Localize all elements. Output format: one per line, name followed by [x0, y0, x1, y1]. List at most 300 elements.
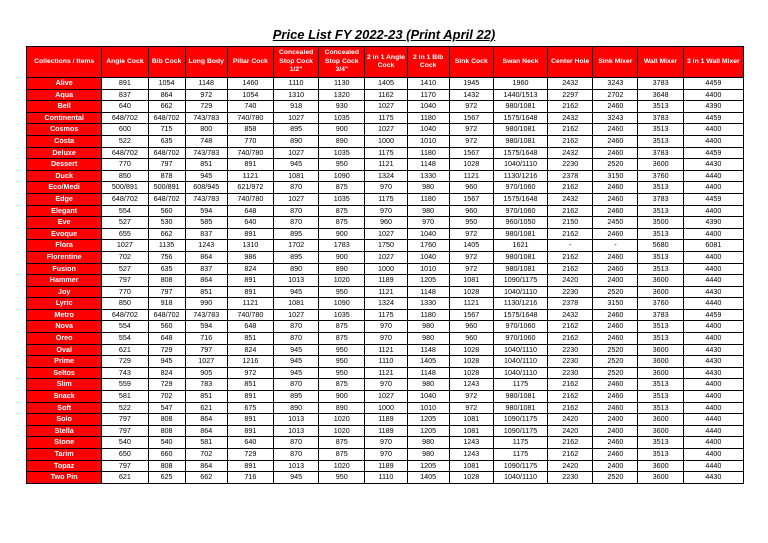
table-row: [27, 228, 744, 240]
price-cell: 740/780: [227, 309, 273, 321]
price-cell: 1054: [148, 78, 185, 90]
price-cell: 2162: [548, 228, 593, 240]
price-cell: 864: [185, 425, 227, 437]
price-cell: 4400: [683, 135, 743, 147]
price-cell: 2460: [593, 101, 638, 113]
price-cell: 2460: [593, 228, 638, 240]
price-cell: 4430: [683, 367, 743, 379]
price-cell: 1130/1216: [493, 298, 547, 310]
price-cell: 1175: [493, 437, 547, 449]
price-cell: 2420: [548, 460, 593, 472]
price-cell: 540: [102, 437, 148, 449]
price-cell: 3783: [638, 193, 683, 205]
price-cell: 1027: [274, 193, 319, 205]
price-cell: 1090/1175: [493, 425, 547, 437]
price-cell: 3513: [638, 402, 683, 414]
price-cell: 950: [319, 472, 365, 484]
price-cell: 851: [185, 159, 227, 171]
table-row: [27, 263, 744, 275]
price-cell: 1121: [365, 159, 407, 171]
price-cell: 527: [102, 217, 148, 229]
price-cell: 662: [148, 228, 185, 240]
price-cell: 660: [148, 449, 185, 461]
price-cell: 743/783: [185, 112, 227, 124]
price-cell: 1010: [407, 135, 449, 147]
price-cell: 4400: [683, 89, 743, 101]
price-cell: 2460: [593, 147, 638, 159]
price-cell: 3513: [638, 437, 683, 449]
price-cell: 1121: [449, 298, 493, 310]
price-cell: 2432: [548, 193, 593, 205]
price-cell: 2230: [548, 286, 593, 298]
price-cell: 797: [102, 425, 148, 437]
price-cell: 1027: [274, 147, 319, 159]
price-cell: 594: [185, 205, 227, 217]
price-cell: 875: [319, 321, 365, 333]
price-cell: 770: [227, 135, 273, 147]
column-header: Wall Mixer: [638, 47, 683, 78]
price-cell: 875: [319, 379, 365, 391]
price-cell: 960/1050: [493, 217, 547, 229]
price-cell: 870: [274, 321, 319, 333]
table-row: [27, 170, 744, 182]
price-cell: 3513: [638, 124, 683, 136]
price-cell: 675: [227, 402, 273, 414]
price-cell: 3600: [638, 367, 683, 379]
price-cell: 891: [227, 391, 273, 403]
price-cell: 770: [102, 159, 148, 171]
price-cell: 4430: [683, 344, 743, 356]
price-cell: 972: [449, 391, 493, 403]
price-cell: 4400: [683, 449, 743, 461]
price-cell: 972: [227, 367, 273, 379]
price-cell: 864: [185, 275, 227, 287]
price-cell: 972: [185, 89, 227, 101]
price-cell: 1750: [365, 240, 407, 252]
price-cell: 2460: [593, 124, 638, 136]
price-cell: 990: [185, 298, 227, 310]
price-cell: 4440: [683, 275, 743, 287]
collection-name-cell: Metro: [27, 309, 102, 321]
price-cell: 837: [185, 228, 227, 240]
collection-name-cell: Alive: [27, 78, 102, 90]
price-cell: 4459: [683, 193, 743, 205]
price-cell: 2400: [593, 425, 638, 437]
price-cell: 2162: [548, 251, 593, 263]
price-cell: 900: [319, 391, 365, 403]
price-cell: 1121: [449, 170, 493, 182]
price-cell: 950: [319, 286, 365, 298]
price-cell: 945: [274, 356, 319, 368]
price-cell: 970: [407, 217, 449, 229]
price-cell: 1180: [407, 309, 449, 321]
price-cell: 1054: [227, 89, 273, 101]
price-cell: 970/1060: [493, 321, 547, 333]
table-row: [27, 344, 744, 356]
price-cell: 4440: [683, 414, 743, 426]
price-cell: 3513: [638, 263, 683, 275]
price-cell: 890: [274, 402, 319, 414]
price-cell: 891: [227, 159, 273, 171]
price-cell: 1205: [407, 425, 449, 437]
price-cell: 895: [274, 124, 319, 136]
price-cell: 1027: [274, 309, 319, 321]
price-cell: 1410: [407, 78, 449, 90]
price-cell: 1960: [493, 78, 547, 90]
price-cell: 4430: [683, 159, 743, 171]
price-cell: 1121: [365, 286, 407, 298]
price-cell: 4440: [683, 425, 743, 437]
column-header: Long Body: [185, 47, 227, 78]
price-cell: 891: [227, 414, 273, 426]
price-cell: 945: [148, 356, 185, 368]
price-cell: 2520: [593, 356, 638, 368]
price-cell: 878: [148, 170, 185, 182]
price-cell: 3600: [638, 344, 683, 356]
price-cell: 648/702: [148, 112, 185, 124]
price-cell: 1040/1110: [493, 367, 547, 379]
price-cell: 743: [102, 367, 148, 379]
price-cell: 1027: [365, 124, 407, 136]
price-cell: 3600: [638, 425, 683, 437]
price-cell: 621: [185, 402, 227, 414]
price-cell: 837: [102, 89, 148, 101]
price-cell: 3243: [593, 112, 638, 124]
price-cell: 950: [319, 344, 365, 356]
price-cell: 640: [102, 101, 148, 113]
price-cell: 2460: [593, 193, 638, 205]
table-row: [27, 147, 744, 159]
price-cell: 1180: [407, 112, 449, 124]
price-cell: 608/945: [185, 182, 227, 194]
price-cell: 1040: [407, 251, 449, 263]
price-cell: 891: [227, 228, 273, 240]
collection-name-cell: Elegant: [27, 205, 102, 217]
price-cell: 945: [185, 170, 227, 182]
price-cell: 2150: [548, 217, 593, 229]
price-cell: 875: [319, 205, 365, 217]
column-header: 3 in 1 Wall Mixer: [683, 47, 743, 78]
price-cell: 1189: [365, 425, 407, 437]
price-cell: 1028: [449, 356, 493, 368]
price-cell: 851: [185, 391, 227, 403]
price-cell: 1040/1110: [493, 344, 547, 356]
price-cell: 890: [274, 135, 319, 147]
table-row: [27, 309, 744, 321]
price-cell: 972: [449, 251, 493, 263]
price-cell: 581: [185, 437, 227, 449]
price-cell: 1040/1110: [493, 472, 547, 484]
price-cell: 716: [185, 333, 227, 345]
price-cell: 1460: [227, 78, 273, 90]
price-cell: 891: [102, 78, 148, 90]
price-cell: 870: [274, 217, 319, 229]
price-cell: 2432: [548, 309, 593, 321]
price-cell: 4400: [683, 182, 743, 194]
price-cell: 824: [148, 367, 185, 379]
price-cell: 1324: [365, 170, 407, 182]
price-cell: 4400: [683, 402, 743, 414]
price-cell: 2162: [548, 124, 593, 136]
price-cell: 1175: [365, 112, 407, 124]
price-cell: 1110: [274, 78, 319, 90]
price-cell: 729: [185, 101, 227, 113]
collection-name-cell: Solo: [27, 414, 102, 426]
collection-name-cell: Slim: [27, 379, 102, 391]
column-header: Collections / Items: [27, 47, 102, 78]
price-cell: 1121: [227, 170, 273, 182]
price-cell: 2162: [548, 333, 593, 345]
price-cell: 2400: [593, 275, 638, 287]
price-cell: 808: [148, 275, 185, 287]
price-cell: 3600: [638, 356, 683, 368]
price-cell: 4390: [683, 217, 743, 229]
price-cell: 530: [148, 217, 185, 229]
price-cell: 918: [274, 101, 319, 113]
price-cell: 2460: [593, 391, 638, 403]
column-header: Swan Neck: [493, 47, 547, 78]
price-cell: 875: [319, 217, 365, 229]
price-cell: 4430: [683, 472, 743, 484]
price-cell: 980/1081: [493, 101, 547, 113]
price-cell: 5680: [638, 240, 683, 252]
price-cell: 1189: [365, 460, 407, 472]
price-cell: 4459: [683, 78, 743, 90]
price-cell: 3783: [638, 147, 683, 159]
price-cell: 1945: [449, 78, 493, 90]
price-cell: 2230: [548, 356, 593, 368]
price-cell: 4459: [683, 112, 743, 124]
price-cell: 702: [102, 251, 148, 263]
price-cell: 2432: [548, 147, 593, 159]
price-cell: 648: [227, 205, 273, 217]
price-cell: 3600: [638, 472, 683, 484]
price-cell: 2162: [548, 449, 593, 461]
price-cell: 970: [365, 182, 407, 194]
price-cell: 905: [185, 367, 227, 379]
price-cell: 2297: [548, 89, 593, 101]
price-cell: 4440: [683, 460, 743, 472]
price-cell: 648/702: [148, 147, 185, 159]
collection-name-cell: Snack: [27, 391, 102, 403]
table-row: [27, 275, 744, 287]
price-cell: 1405: [407, 356, 449, 368]
price-cell: 3600: [638, 159, 683, 171]
price-cell: 870: [274, 379, 319, 391]
price-cell: 783: [185, 379, 227, 391]
price-cell: 2230: [548, 472, 593, 484]
collection-name-cell: Stella: [27, 425, 102, 437]
column-header: 2 in 1 Angle Cock: [365, 47, 407, 78]
price-cell: 797: [148, 286, 185, 298]
price-cell: 2460: [593, 321, 638, 333]
price-cell: 1027: [365, 101, 407, 113]
price-cell: 3500: [638, 217, 683, 229]
price-cell: 4430: [683, 286, 743, 298]
price-cell: 1040/1110: [493, 159, 547, 171]
price-cell: 1432: [449, 89, 493, 101]
price-cell: 875: [319, 333, 365, 345]
price-cell: 945: [274, 286, 319, 298]
price-cell: 3150: [593, 298, 638, 310]
price-cell: 960: [365, 217, 407, 229]
price-cell: 4400: [683, 379, 743, 391]
price-cell: 1028: [449, 367, 493, 379]
price-cell: 2460: [593, 309, 638, 321]
price-cell: 960: [449, 321, 493, 333]
price-cell: 3513: [638, 182, 683, 194]
price-cell: 1040/1110: [493, 286, 547, 298]
price-cell: 870: [274, 449, 319, 461]
price-cell: 6081: [683, 240, 743, 252]
price-cell: 980/1081: [493, 251, 547, 263]
price-cell: 4459: [683, 309, 743, 321]
collection-name-cell: Aqua: [27, 89, 102, 101]
price-cell: 1440/1513: [493, 89, 547, 101]
price-cell: 1148: [407, 367, 449, 379]
price-cell: 2460: [593, 333, 638, 345]
table-row: [27, 298, 744, 310]
price-cell: 1028: [449, 344, 493, 356]
price-cell: 1040/1110: [493, 356, 547, 368]
price-cell: 1175: [365, 147, 407, 159]
price-cell: 864: [185, 460, 227, 472]
price-cell: 4400: [683, 251, 743, 263]
price-cell: 1027: [185, 356, 227, 368]
price-cell: 1702: [274, 240, 319, 252]
price-cell: 748: [185, 135, 227, 147]
price-cell: 972: [449, 124, 493, 136]
price-cell: 1567: [449, 309, 493, 321]
price-cell: 2460: [593, 437, 638, 449]
price-cell: 1000: [365, 402, 407, 414]
price-cell: 850: [102, 298, 148, 310]
price-cell: 1121: [365, 344, 407, 356]
price-cell: 1310: [227, 240, 273, 252]
price-cell: 2450: [593, 217, 638, 229]
price-cell: 945: [274, 159, 319, 171]
price-cell: 945: [274, 367, 319, 379]
price-cell: 1090/1175: [493, 460, 547, 472]
price-cell: 808: [148, 460, 185, 472]
price-cell: 560: [148, 321, 185, 333]
price-cell: 1110: [365, 472, 407, 484]
price-cell: 3600: [638, 414, 683, 426]
price-cell: 890: [319, 263, 365, 275]
price-cell: 980: [407, 437, 449, 449]
price-cell: 2460: [593, 379, 638, 391]
collection-name-cell: Bell: [27, 101, 102, 113]
collection-name-cell: Deluxe: [27, 147, 102, 159]
price-cell: 4440: [683, 298, 743, 310]
table-row: [27, 379, 744, 391]
price-cell: 662: [185, 472, 227, 484]
collection-name-cell: Two Pin: [27, 472, 102, 484]
price-cell: 2460: [593, 449, 638, 461]
price-cell: 890: [274, 263, 319, 275]
price-cell: 970: [365, 333, 407, 345]
price-cell: 875: [319, 449, 365, 461]
price-cell: 2460: [593, 263, 638, 275]
price-cell: 648/702: [102, 193, 148, 205]
price-cell: 858: [227, 124, 273, 136]
price-cell: 1405: [365, 78, 407, 90]
price-cell: 2230: [548, 367, 593, 379]
column-header: 2 in 1 Bib Cock: [407, 47, 449, 78]
price-cell: 1000: [365, 263, 407, 275]
price-cell: 1405: [407, 472, 449, 484]
price-cell: 554: [102, 205, 148, 217]
price-cell: 3513: [638, 449, 683, 461]
price-cell: 648: [227, 321, 273, 333]
price-cell: 1035: [319, 147, 365, 159]
price-cell: 702: [185, 449, 227, 461]
price-cell: 648: [148, 333, 185, 345]
table-row: [27, 251, 744, 263]
price-cell: 864: [185, 251, 227, 263]
price-cell: 895: [274, 228, 319, 240]
table-row: [27, 78, 744, 90]
price-cell: 3513: [638, 228, 683, 240]
price-cell: 1180: [407, 147, 449, 159]
price-cell: 729: [102, 356, 148, 368]
price-cell: 743/783: [185, 193, 227, 205]
column-header: Concealed Stop Cock 3/4": [319, 47, 365, 78]
collection-name-cell: Seltos: [27, 367, 102, 379]
price-cell: 1121: [365, 367, 407, 379]
collection-name-cell: Fusion: [27, 263, 102, 275]
price-cell: 918: [148, 298, 185, 310]
price-cell: 900: [319, 251, 365, 263]
price-cell: 2162: [548, 101, 593, 113]
price-cell: 1090: [319, 298, 365, 310]
price-cell: 1180: [407, 193, 449, 205]
price-cell: 3150: [593, 170, 638, 182]
price-cell: 2520: [593, 286, 638, 298]
price-cell: 1575/1648: [493, 112, 547, 124]
price-cell: 1243: [185, 240, 227, 252]
price-cell: 1027: [365, 251, 407, 263]
price-cell: 729: [148, 379, 185, 391]
price-cell: 895: [274, 391, 319, 403]
price-cell: 797: [102, 460, 148, 472]
price-cell: 970: [365, 321, 407, 333]
price-cell: 648/702: [102, 112, 148, 124]
price-cell: 3600: [638, 275, 683, 287]
price-cell: -: [593, 240, 638, 252]
price-cell: 1175: [365, 309, 407, 321]
price-cell: 1175: [365, 193, 407, 205]
price-cell: 1013: [274, 425, 319, 437]
price-cell: 740/780: [227, 112, 273, 124]
price-cell: 594: [185, 321, 227, 333]
price-cell: 621/972: [227, 182, 273, 194]
price-cell: 1783: [319, 240, 365, 252]
price-cell: 2702: [593, 89, 638, 101]
price-cell: 1575/1648: [493, 147, 547, 159]
price-cell: 875: [319, 182, 365, 194]
price-cell: 740/780: [227, 193, 273, 205]
price-cell: 3243: [593, 78, 638, 90]
price-cell: 960: [449, 205, 493, 217]
price-cell: 1020: [319, 275, 365, 287]
price-cell: 3760: [638, 170, 683, 182]
price-cell: 1090/1175: [493, 275, 547, 287]
price-cell: 1081: [449, 414, 493, 426]
collection-name-cell: Joy: [27, 286, 102, 298]
price-cell: 2162: [548, 263, 593, 275]
price-cell: 986: [227, 251, 273, 263]
